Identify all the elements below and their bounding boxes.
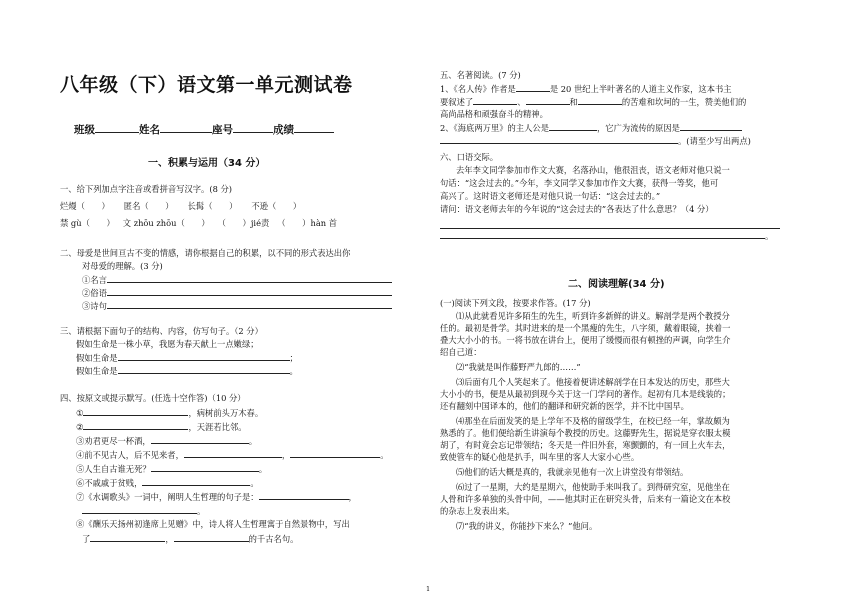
para-line: 人骨和许多单独的头骨中间，——他其时正在研究头骨，后来有一篇论文在本校 [440, 494, 731, 504]
q5-prompt: 五、名著阅读。(7 分) [440, 70, 521, 80]
q2-quote-blank[interactable] [107, 274, 392, 283]
q1-row1: 烂熳（ ） 匿名（ ） 长髯（ ） 不逊（ ） [60, 201, 302, 211]
q5-line5: 。(请至少写出两点) [440, 135, 751, 147]
q2-proverb-blank[interactable] [107, 287, 392, 296]
q4-line5: ⑤人生自古谁无死？ 。 [76, 464, 267, 474]
q2-item-quote: ①名言 [82, 274, 392, 286]
para-line: ⑴从此就看见许多陌生的先生，听到许多新鲜的讲义。解剖学是两个教授分 [456, 311, 730, 321]
q4-blank7b[interactable] [82, 505, 197, 514]
score-blank[interactable] [294, 124, 334, 133]
q3-line2: 假如生命是 。 [76, 366, 298, 376]
q6-para1: 去年李文同学参加市作文大赛，名落孙山，他很沮丧，语文老师对他只说一 [456, 165, 730, 175]
q2-poem-blank[interactable] [107, 300, 392, 309]
q5-line2: 要叙述了 、 和 的苦难和坎坷的一生，赞美他们的 [440, 97, 747, 107]
q5-line3: 高尚品格和顽强奋斗的精神。 [440, 109, 548, 119]
q3-line1: 假如生命是 ； [76, 353, 298, 363]
q2-item-poem: ③诗句 [82, 300, 392, 312]
q5-blank-hero[interactable] [549, 122, 597, 131]
para-line: ⑺“我的讲义，你能抄下来么？”他问。 [456, 521, 598, 531]
para-line: 的杂志上发表出来。 [440, 506, 515, 516]
q3-prompt: 三、请根据下面句子的结构、内容，仿写句子。（2 分） [60, 326, 263, 336]
q4-blank4a[interactable] [184, 449, 282, 458]
seat-blank[interactable] [233, 124, 273, 133]
q5-blank-a[interactable] [473, 96, 517, 105]
q4-prompt: 四、按原文或提示默写。(任选十空作答)（10 分） [60, 393, 246, 403]
q1-prompt: 一、给下列加点字注音或看拼音写汉字。(8 分) [60, 184, 233, 194]
para-line: 熟悉的了。他们便给新生讲演每个教授的历史。这藤野先生，据说是穿衣服太模 [440, 428, 731, 438]
para-line: ⑸他们的话大概是真的，我就亲见他有一次上讲堂没有带领结。 [456, 467, 689, 477]
q1-row2: 禁 gù（ ） 文 zhōu zhōu（ ） （ ）jié责 （ ）hàn 首 [60, 218, 338, 228]
q5-blank-reason2[interactable] [440, 135, 678, 144]
q4-blank2[interactable] [83, 421, 188, 430]
q4-line2: ② ，天涯若比邻。 [76, 422, 247, 432]
q4-line4: ④前不见古人，后不见来者， ， 。 [76, 450, 389, 460]
q4-blank9a[interactable] [90, 533, 165, 542]
q3-sample: 假如生命是一株小草，我愿为春天献上一点嫩绿； [76, 339, 259, 349]
page-title: 八年级（下）语文第一单元测试卷 [60, 74, 353, 96]
q6-para3: 高兴了。这时语文老师还是对他只说一句话：“这会过去的。” [440, 191, 661, 201]
q2-item-proverb: ②俗语 [82, 287, 392, 299]
para-line: 绍自己道： [440, 347, 482, 357]
q5-blank-author[interactable] [516, 83, 550, 92]
para-line: 胡了，有时竟会忘记带领结；冬天是一件旧外套，寒颤颤的，有一回上火车去， [440, 440, 731, 450]
q6-question: 请问：语文老师去年的今年说的“这会过去的”各表达了什么意思？（4 分） [440, 204, 714, 214]
q4-blank6[interactable] [142, 477, 250, 486]
q4-blank5[interactable] [151, 463, 259, 472]
q5-blank-b[interactable] [526, 96, 570, 105]
q4-line9: 了 ， 的千古名句。 [82, 534, 299, 544]
name-label: 姓名 [139, 124, 160, 136]
q4-line6: ⑥不戚戚于贫贱， 。 [76, 478, 259, 488]
q3-blank2[interactable] [118, 365, 290, 374]
name-blank[interactable] [160, 124, 212, 133]
para-line: 大小小的书，便是从最初到现今关于这一门学问的著作。起初有几本是线装的； [440, 389, 731, 399]
para-line: 还有翻刻中国译本的，他们的翻译和研究新的医学，并不比中国早。 [440, 401, 689, 411]
para-line: ⑷那坐在后面发笑的是上学年不及格的留级学生，在校已经一年，掌故颇为 [456, 416, 730, 426]
q6-answer-blank[interactable] [440, 230, 765, 239]
q3-blank1[interactable] [118, 352, 290, 361]
q4-blank3[interactable] [151, 435, 249, 444]
para-line: ⑵“我就是叫作藤野严九郎的……” [456, 362, 581, 372]
q6-prompt: 六、口语交际。 [440, 152, 499, 162]
student-info [74, 122, 334, 137]
class-label: 班级 [74, 124, 95, 136]
part2-subheading: (一)阅读下列文段，按要求作答。(17 分) [440, 298, 591, 308]
q6-answer-line2: 。 [440, 230, 773, 242]
para-line: ⑹过了一星期，大约是星期六，他使助手来叫我了。到得研究室，见他坐在 [456, 482, 730, 492]
q4-blank7a[interactable] [259, 491, 349, 500]
para-line: 致使管车的疑心他是扒手，叫车里的客人大家小心些。 [440, 452, 640, 462]
para-line: 任的。最初是骨学。其时进来的是一个黑瘦的先生，八字须，戴着眼镜，挟着一 [440, 323, 731, 333]
q5-blank-c[interactable] [578, 96, 622, 105]
q2-prompt: 二、母爱是世间亘古不变的情感，请你根据自己的积累，以不同的形式表达出你 [60, 248, 351, 258]
q4-line1: ① ，病树前头万木春。 [76, 408, 264, 418]
q2-prompt-cont: 对母爱的理解。(3 分) [82, 261, 163, 271]
page-number: 1 [426, 585, 431, 593]
q4-line7: ⑦《水调歌头》一词中，阐明人生哲理的句子是： ， [76, 492, 357, 502]
q4-blank1[interactable] [83, 407, 188, 416]
q4-blank9b[interactable] [174, 533, 249, 542]
score-label: 成绩 [273, 124, 294, 136]
q5-line1: 1、《名人传》作者是 是 20 世纪上半叶著名的人道主义作家，这本书主 [440, 84, 732, 94]
q4-line7-cont: 。 [82, 505, 205, 517]
q6-para2: 句话：“这会过去的。”今年，李文同学又参加市作文大赛，获得一等奖，他可 [440, 178, 719, 188]
q4-line3: ③劝君更尽一杯酒， 。 [76, 436, 257, 446]
part2-heading: 二、阅读理解(34 分) [568, 279, 665, 290]
q4-line8: ⑧《酬乐天扬州初逢席上见赠》中，诗人将人生哲理寓于自然景物中，写出 [76, 519, 350, 529]
seat-label: 座号 [212, 124, 233, 136]
q5-line4: 2、《海底两万里》的主人公是 ，它广为流传的原因是 [440, 122, 742, 134]
para-line: 叠大大小小的书。一将书放在讲台上，便用了缓慢而很有顿挫的声调，向学生介 [440, 335, 731, 345]
q6-answer-line1[interactable] [440, 228, 780, 229]
class-blank[interactable] [95, 124, 139, 133]
q5-blank-reason1[interactable] [680, 122, 742, 131]
para-line: ⑶后面有几个人笑起来了。他接着便讲述解剖学在日本发达的历史，那些大 [456, 377, 730, 387]
q4-blank4b[interactable] [290, 449, 380, 458]
part1-heading: 一、积累与运用（34 分） [148, 158, 266, 169]
